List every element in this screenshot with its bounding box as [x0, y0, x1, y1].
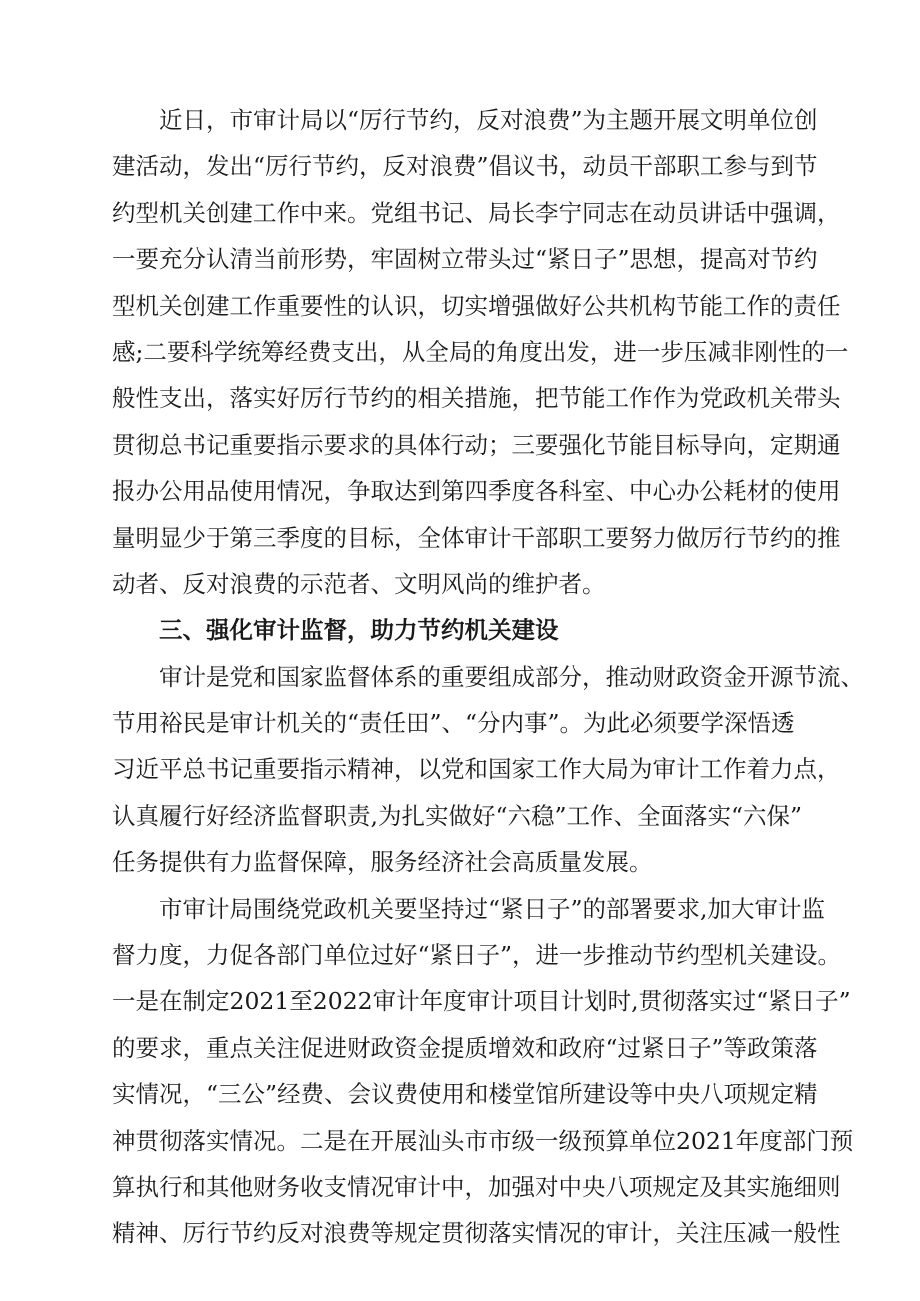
- paragraph-line: 报办公用品使用情况，争取达到第四季度各科室、中心办公耗材的使用: [112, 477, 841, 506]
- paragraph-line: 认真履行好经济监督职责,为扎实做好“六稳”工作、全面落实“六保”: [112, 801, 803, 830]
- paragraph-line: 动者、反对浪费的示范者、文明风尚的维护者。: [112, 569, 606, 598]
- paragraph-line: 审计是党和国家监督体系的重要组成部分，推动财政资金开源节流、: [159, 662, 864, 691]
- paragraph-line: 算执行和其他财务收支情况审计中，加强对中央八项规定及其实施细则: [112, 1172, 841, 1201]
- paragraph-1: [112, 97, 849, 607]
- paragraph-line: 约型机关创建工作中来。党组书记、局长李宁同志在动员讲话中强调，: [112, 198, 841, 227]
- paragraph-line: 一要充分认清当前形势，牢固树立带头过“紧日子”思想，提高对节约: [112, 245, 818, 274]
- paragraph-line: 建活动，发出“厉行节约，反对浪费”倡议书，动员干部职工参与到节: [112, 152, 818, 181]
- paragraph-3: [112, 886, 854, 1257]
- paragraph-line: 督力度，力促各部门单位过好“紧日子”，进一步推动节约型机关建设。: [112, 941, 842, 970]
- paragraph-line: 型机关创建工作重要性的认识，切实增强做好公共机构节能工作的责任: [112, 291, 841, 320]
- paragraph-line: 量明显少于第三季度的目标，全体审计干部职工要努力做厉行节约的推: [112, 523, 841, 552]
- paragraph-line: 般性支出，落实好厉行节约的相关措施，把节能工作作为党政机关带头: [112, 384, 841, 413]
- paragraph-line: 的要求，重点关注促进财政资金提质增效和政府“过紧日子”等政策落: [112, 1033, 818, 1062]
- paragraph-line: 习近平总书记重要指示精神，以党和国家工作大局为审计工作着力点，: [112, 755, 841, 784]
- paragraph-line: 贯彻总书记重要指示要求的具体行动；三要强化节能目标导向，定期通: [112, 430, 841, 459]
- paragraph-line: 实情况，“三公”经费、会议费使用和楼堂馆所建设等中央八项规定精: [112, 1080, 818, 1109]
- paragraph-line: 近日，市审计局以“厉行节约，反对浪费”为主题开展文明单位创: [159, 106, 818, 134]
- paragraph-line: 精神、厉行节约反对浪费等规定贯彻落实情况的审计，关注压减一般性: [112, 1219, 841, 1248]
- document-body: [112, 97, 864, 1257]
- paragraph-line: 神贯彻落实情况。二是在开展汕头市市级一级预算单位2021年度部门预: [112, 1126, 854, 1155]
- paragraph-2: [112, 654, 864, 886]
- paragraph-line: 感;二要科学统筹经费支出，从全局的角度出发，进一步压减非刚性的一: [112, 337, 849, 366]
- section-heading: 三、强化审计监督，助力节约机关建设: [159, 616, 559, 645]
- paragraph-line: 任务提供有力监督保障，服务经济社会高质量发展。: [112, 848, 653, 877]
- paragraph-line: 节用裕民是审计机关的“责任田”、“分内事”。为此必须要学深悟透: [112, 709, 795, 738]
- paragraph-line: 一是在制定2021至2022审计年度审计项目计划时,贯彻落实过“紧日子”: [112, 987, 851, 1016]
- paragraph-line: 市审计局围绕党政机关要坚持过“紧日子”的部署要求,加大审计监: [159, 894, 825, 923]
